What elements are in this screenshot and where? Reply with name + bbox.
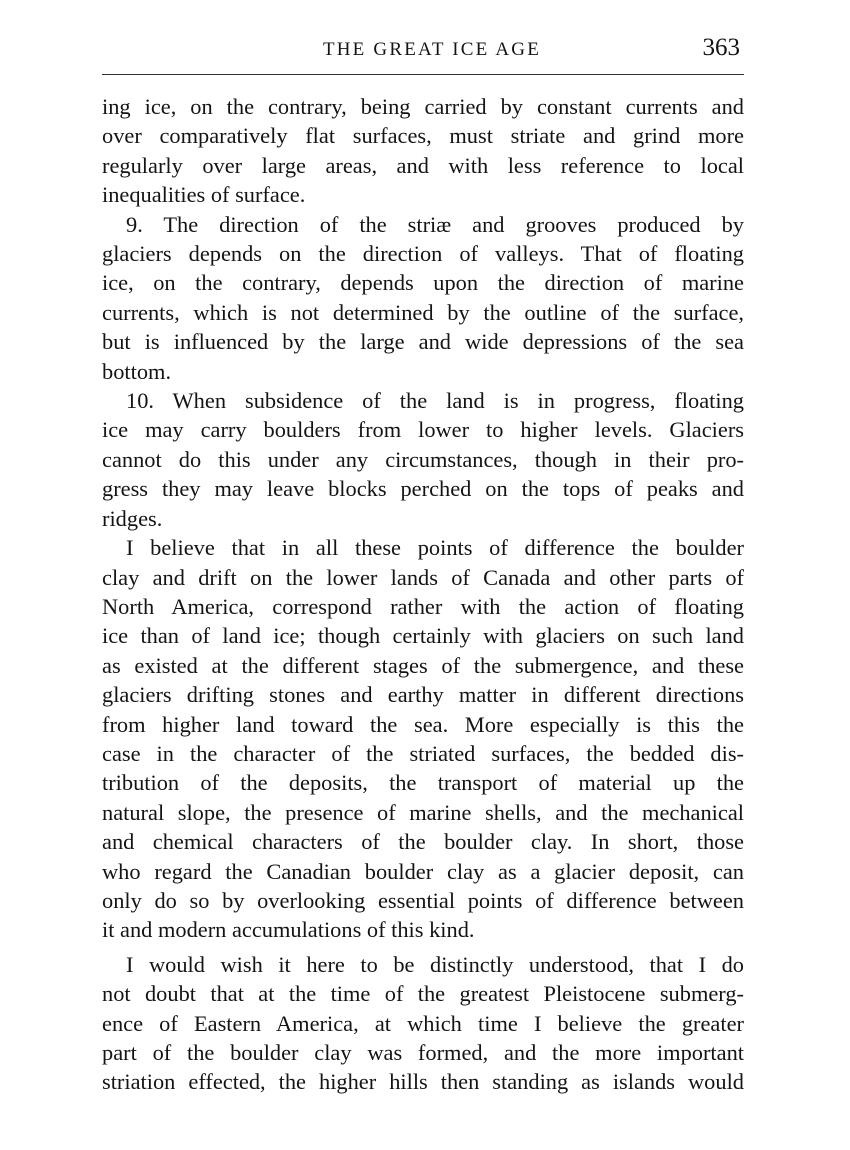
text-line: ice may carry boulders from lower to higher levels. Glaciers <box>102 417 744 443</box>
text-line: from higher land toward the sea. More especially is this the <box>102 711 744 737</box>
text-line: part of the boulder clay was formed, and the more important <box>102 1040 744 1065</box>
text-line: only do so by overlooking essential points of difference between <box>102 887 744 913</box>
text-line: glaciers depends on the direction of valleys. That of floating <box>102 241 744 267</box>
text-line: I believe that in all these points of difference the boulder <box>126 535 744 561</box>
text-line: but is influenced by the large and wide depressions of the sea <box>102 329 744 355</box>
text-line: glaciers drifting stones and earthy matter in different directions <box>102 682 744 708</box>
text-line: North America, correspond rather with the action of floating <box>102 593 744 619</box>
text-line: 10. When subsidence of the land is in progress, floating <box>126 388 744 414</box>
text-line: bottom. <box>102 358 172 384</box>
text-line: I would wish it here to be distinctly understood, that I do <box>126 951 744 977</box>
text-line: as existed at the different stages of the submergence, and these <box>102 652 744 678</box>
book-page <box>102 28 744 1097</box>
text-line: cannot do this under any circumstances, though in their pro- <box>102 446 744 472</box>
paragraph-2 <box>102 210 744 386</box>
text-line: ing ice, on the contrary, being carried by constant currents and <box>102 94 744 119</box>
text-line: currents, which is not determined by the outline of the surface, <box>102 299 744 325</box>
text-line: gress they may leave blocks perched on the tops of peaks and <box>102 476 744 502</box>
body-text <box>102 92 744 1097</box>
text-line: ridges. <box>102 505 163 531</box>
text-line: ice, on the contrary, depends upon the direction of marine <box>102 270 744 296</box>
text-line: over comparatively flat surfaces, must striate and grind more <box>102 123 744 149</box>
text-line: who regard the Canadian boulder clay as a glacier deposit, can <box>102 858 744 884</box>
header-rule <box>102 74 744 75</box>
paragraph-1 <box>102 92 744 210</box>
text-line: clay and drift on the lower lands of Canada and other parts of <box>102 564 744 590</box>
text-line: not doubt that at the time of the greatest Pleistocene submerg- <box>102 981 744 1007</box>
text-line: it and modern accumulations of this kind. <box>102 917 475 943</box>
paragraph-5 <box>102 950 744 1097</box>
paragraph-4 <box>102 533 744 945</box>
paragraph-3 <box>102 386 744 533</box>
text-line: ence of Eastern America, at which time I believe the greater <box>102 1010 744 1036</box>
page-number: 363 <box>702 34 740 61</box>
text-line: case in the character of the striated surfaces, the bedded dis- <box>102 740 744 766</box>
text-line: 9. The direction of the striæ and grooves produced by <box>126 211 744 237</box>
text-line: natural slope, the presence of marine shells, and the mechanical <box>102 799 744 825</box>
text-line: tribution of the deposits, the transport of material up the <box>102 770 744 796</box>
text-line: striation effected, the higher hills then standing as islands would <box>102 1069 744 1095</box>
text-line: inequalities of surface. <box>102 182 306 208</box>
text-line: and chemical characters of the boulder clay. In short, those <box>102 829 744 855</box>
text-line: regularly over large areas, and with less reference to local <box>102 152 744 178</box>
text-line: ice than of land ice; though certainly with glaciers on such land <box>102 623 744 649</box>
running-title: THE GREAT ICE AGE <box>322 39 542 60</box>
running-head <box>102 28 744 74</box>
